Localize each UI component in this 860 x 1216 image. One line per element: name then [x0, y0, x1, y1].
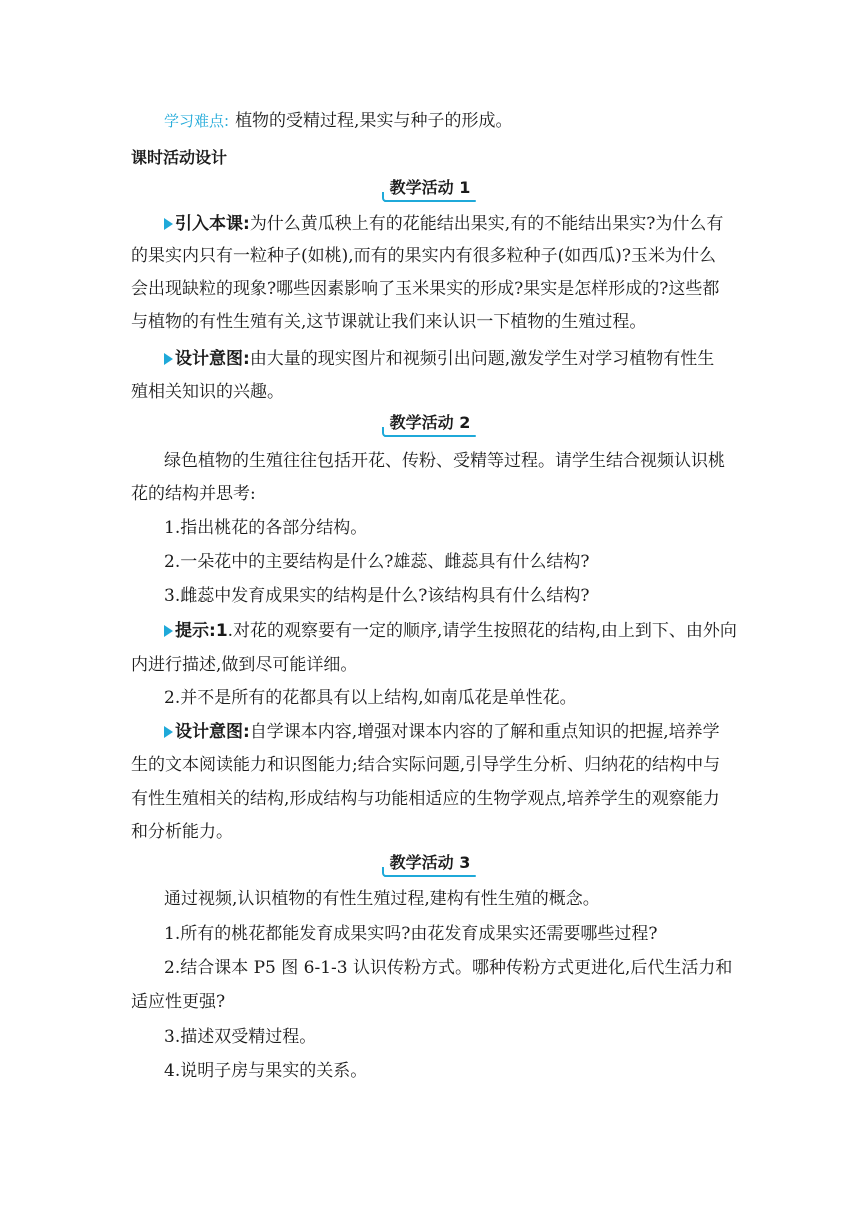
activity2-design-line-4: 和分析能力。 [131, 822, 233, 842]
activity2-hint-line-1: 提示:1.对花的观察要有一定的顺序,请学生按照花的结构,由上到下、由外向 [164, 620, 764, 642]
activity3-title: 教学活动 3 [389, 853, 471, 872]
triangle-marker-icon [164, 353, 173, 365]
activity3-question-4: 4.说明子房与果实的关系。 [164, 1061, 368, 1081]
activity1-title: 教学活动 1 [389, 178, 471, 197]
activity2-hint-line-2: 内进行描述,做到尽可能详细。 [131, 655, 358, 675]
triangle-marker-icon [164, 625, 173, 637]
activity2-title: 教学活动 2 [389, 413, 471, 432]
activity3-question-1: 1.所有的桃花都能发育成果实吗?由花发育成果实还需要哪些过程? [164, 924, 658, 944]
activity3-question-2-line-1: 2.结合课本 P5 图 6-1-3 认识传粉方式。哪种传粉方式更进化,后代生活力和 [164, 958, 733, 978]
activity2-intro-line-1: 绿色植物的生殖往往包括开花、传粉、受精等过程。请学生结合视频认识桃 [164, 451, 725, 471]
activity2-design-line-3: 有性生殖相关的结构,形成结构与功能相适应的生物学观点,培养学生的观察能力 [131, 789, 720, 809]
activity2-hint-label: 提示: [175, 621, 216, 641]
activity2-hint-2: 2.并不是所有的花都具有以上结构,如南瓜花是单性花。 [164, 688, 577, 708]
activity1-intro-line-4: 与植物的有性生殖有关,这节课就让我们来认识一下植物的生殖过程。 [131, 312, 647, 332]
activity1-design-label: 设计意图: [175, 349, 250, 369]
activity1-intro-line-3: 会出现缺粒的现象?哪些因素影响了玉米果实的形成?果实是怎样形成的?这些都 [131, 279, 720, 299]
activity2-heading [0, 412, 860, 438]
activity3-intro: 通过视频,认识植物的有性生殖过程,建构有性生殖的概念。 [164, 889, 600, 909]
activity2-design-label: 设计意图: [175, 722, 250, 742]
activity2-question-2: 2.一朵花中的主要结构是什么?雄蕊、雌蕊具有什么结构? [164, 552, 590, 572]
activity3-question-2-line-2: 适应性更强? [131, 992, 226, 1012]
difficulty-text: 植物的受精过程,果实与种子的形成。 [235, 111, 513, 131]
triangle-marker-icon [164, 218, 173, 230]
activity2-question-3: 3.雌蕊中发育成果实的结构是什么?该结构具有什么结构? [164, 586, 590, 606]
triangle-marker-icon [164, 726, 173, 738]
activity2-intro-line-2: 花的结构并思考: [131, 484, 256, 504]
difficulty-label: 学习难点: [164, 112, 230, 130]
activity2-design-line-2: 生的文本阅读能力和识图能力;结合实际问题,引导学生分析、归纳花的结构中与 [131, 755, 721, 775]
activity1-intro-label: 引入本课: [175, 214, 250, 234]
activity3-heading [0, 852, 860, 878]
activity1-intro-line-2: 的果实内只有一粒种子(如桃),而有的果实内有很多粒种子(如西瓜)?玉米为什么 [131, 246, 717, 266]
activity1-design-line-1: 设计意图:由大量的现实图片和视频引出问题,激发学生对学习植物有性生 [164, 348, 764, 370]
activity1-intro-line-1: 引入本课:为什么黄瓜秧上有的花能结出果实,有的不能结出果实?为什么有 [164, 213, 764, 235]
section-title: 课时活动设计 [131, 148, 228, 167]
activity1-design-line-2: 殖相关知识的兴趣。 [131, 382, 284, 402]
activity2-design-line-1: 设计意图:自学课本内容,增强对课本内容的了解和重点知识的把握,培养学 [164, 721, 764, 743]
activity2-question-1: 1.指出桃花的各部分结构。 [164, 518, 368, 538]
activity1-heading [0, 177, 860, 203]
difficulty-line [164, 110, 764, 132]
activity3-question-3: 3.描述双受精过程。 [164, 1027, 317, 1047]
